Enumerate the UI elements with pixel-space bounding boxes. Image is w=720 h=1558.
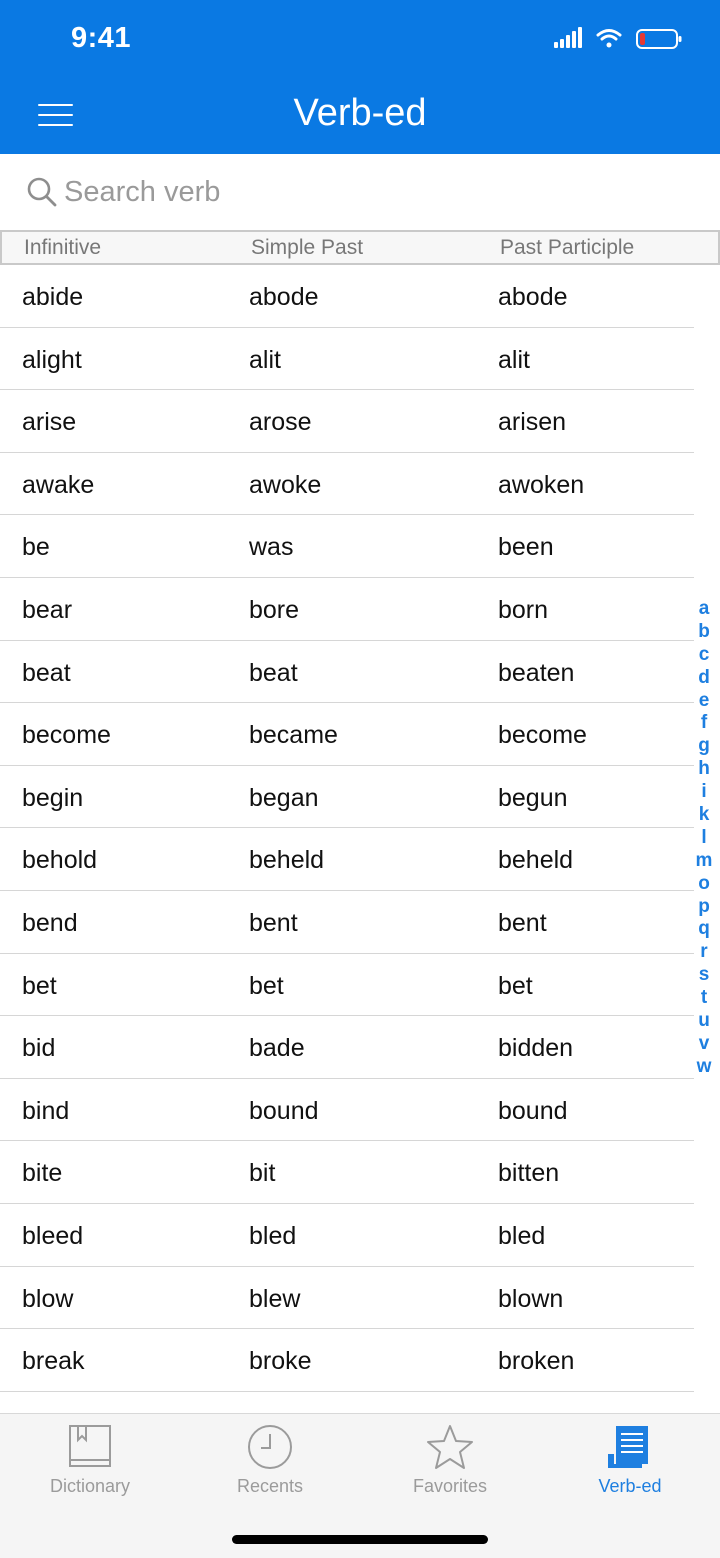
table-row[interactable] bbox=[0, 515, 694, 578]
infinitive-cell: be bbox=[22, 533, 50, 562]
index-letter[interactable]: o bbox=[698, 872, 710, 894]
past-participle-cell: alit bbox=[498, 345, 530, 374]
app-header bbox=[0, 0, 720, 154]
tab-label: Verb-ed bbox=[598, 1476, 662, 1496]
table-row[interactable] bbox=[0, 954, 694, 1017]
simple-past-cell: abode bbox=[249, 283, 319, 311]
past-participle-cell: beaten bbox=[498, 658, 575, 687]
infinitive-cell: beat bbox=[22, 658, 71, 687]
infinitive-cell: arise bbox=[22, 408, 77, 437]
infinitive-cell: begin bbox=[22, 783, 84, 812]
past-participle-cell: become bbox=[498, 721, 587, 750]
star-icon bbox=[422, 1424, 478, 1472]
index-letter[interactable]: u bbox=[698, 1010, 710, 1032]
past-participle-cell: awoken bbox=[498, 470, 585, 499]
table-row[interactable] bbox=[0, 1016, 694, 1079]
column-header bbox=[0, 230, 720, 265]
past-participle-cell: bitten bbox=[498, 1159, 560, 1188]
simple-past-cell: bet bbox=[249, 971, 284, 1000]
past-participle-cell: born bbox=[498, 595, 549, 624]
simple-past-cell: bore bbox=[249, 595, 300, 624]
status-time: 9:41 bbox=[71, 22, 132, 54]
simple-past-cell: beheld bbox=[249, 846, 325, 875]
clock-icon bbox=[242, 1424, 298, 1472]
status-icons bbox=[554, 26, 682, 52]
infinitive-cell: bet bbox=[22, 971, 57, 1000]
search-bar bbox=[0, 154, 720, 230]
tab-label: Recents bbox=[236, 1476, 304, 1496]
table-row[interactable] bbox=[0, 641, 694, 704]
search-input[interactable] bbox=[64, 168, 684, 216]
table-row[interactable] bbox=[0, 766, 694, 829]
simple-past-cell: alit bbox=[249, 345, 281, 374]
past-participle-cell: bent bbox=[498, 908, 547, 937]
index-letter[interactable]: l bbox=[701, 826, 707, 848]
table-row[interactable] bbox=[0, 265, 694, 328]
simple-past-cell: blew bbox=[249, 1284, 301, 1313]
alphabet-index bbox=[693, 598, 715, 1079]
index-letter[interactable]: d bbox=[698, 666, 710, 688]
infinitive-cell: bite bbox=[22, 1159, 63, 1188]
simple-past-cell: beat bbox=[249, 658, 298, 687]
simple-past-cell: bled bbox=[249, 1221, 297, 1250]
past-participle-cell: bet bbox=[498, 971, 533, 1000]
table-row[interactable] bbox=[0, 828, 694, 891]
table-row[interactable] bbox=[0, 1141, 694, 1204]
simple-past-cell: bent bbox=[249, 908, 298, 937]
infinitive-cell: bleed bbox=[22, 1221, 84, 1250]
table-row[interactable] bbox=[0, 703, 694, 766]
index-letter[interactable]: r bbox=[700, 941, 708, 963]
simple-past-cell: was bbox=[249, 533, 294, 562]
table-row[interactable] bbox=[0, 1267, 694, 1330]
index-letter[interactable]: a bbox=[698, 598, 710, 619]
tab-favorites[interactable] bbox=[360, 1414, 540, 1514]
column-simple-past: Simple Past bbox=[251, 236, 364, 259]
table-row[interactable] bbox=[0, 1329, 694, 1392]
index-letter[interactable]: i bbox=[701, 781, 707, 803]
simple-past-cell: awoke bbox=[249, 470, 322, 499]
past-participle-cell: bidden bbox=[498, 1034, 574, 1063]
simple-past-cell: began bbox=[249, 783, 319, 812]
simple-past-cell: arose bbox=[249, 408, 312, 437]
index-letter[interactable]: s bbox=[698, 964, 710, 986]
simple-past-cell: bit bbox=[249, 1159, 276, 1188]
infinitive-cell: awake bbox=[22, 470, 95, 499]
simple-past-cell: broke bbox=[249, 1347, 312, 1376]
index-letter[interactable]: c bbox=[698, 643, 710, 665]
infinitive-cell: abide bbox=[22, 283, 84, 311]
page-title: Verb-ed bbox=[293, 92, 427, 134]
index-letter[interactable]: k bbox=[698, 804, 710, 826]
column-past-participle: Past Participle bbox=[500, 236, 635, 259]
infinitive-cell: bind bbox=[22, 1096, 70, 1125]
past-participle-cell: abode bbox=[498, 283, 568, 311]
verb-list bbox=[0, 265, 694, 1392]
past-participle-cell: begun bbox=[498, 783, 568, 812]
index-letter[interactable]: h bbox=[698, 758, 710, 780]
past-participle-cell: bled bbox=[498, 1221, 546, 1250]
infinitive-cell: become bbox=[22, 721, 111, 750]
index-letter[interactable]: q bbox=[698, 918, 710, 940]
index-letter[interactable]: e bbox=[698, 689, 710, 711]
simple-past-cell: bound bbox=[249, 1096, 319, 1125]
table-row[interactable] bbox=[0, 328, 694, 391]
index-letter[interactable]: g bbox=[698, 735, 710, 757]
tab-label: Favorites bbox=[412, 1476, 488, 1496]
index-letter[interactable]: t bbox=[700, 987, 708, 1009]
index-letter[interactable]: v bbox=[698, 1032, 710, 1054]
column-infinitive: Infinitive bbox=[24, 236, 102, 259]
past-participle-cell: beheld bbox=[498, 846, 574, 875]
infinitive-cell: bear bbox=[22, 595, 73, 624]
search-icon bbox=[26, 176, 58, 208]
book-icon bbox=[62, 1424, 118, 1472]
table-row[interactable] bbox=[0, 453, 694, 516]
infinitive-cell: bid bbox=[22, 1034, 56, 1063]
index-letter[interactable]: m bbox=[695, 849, 713, 871]
past-participle-cell: been bbox=[498, 533, 554, 562]
tab-label: Dictionary bbox=[49, 1476, 131, 1496]
tab-verb-ed[interactable] bbox=[540, 1414, 720, 1514]
simple-past-cell: became bbox=[249, 721, 338, 750]
infinitive-cell: break bbox=[22, 1347, 85, 1376]
index-letter[interactable]: f bbox=[700, 712, 708, 734]
table-row[interactable] bbox=[0, 578, 694, 641]
wifi-icon bbox=[598, 31, 620, 48]
past-participle-cell: blown bbox=[498, 1284, 564, 1313]
document-icon bbox=[602, 1424, 658, 1472]
battery-icon bbox=[637, 30, 682, 48]
home-indicator bbox=[232, 1535, 488, 1544]
index-letter[interactable]: p bbox=[698, 895, 710, 917]
index-letter[interactable]: w bbox=[696, 1055, 712, 1077]
table-row[interactable] bbox=[0, 891, 694, 954]
table-row[interactable] bbox=[0, 1204, 694, 1267]
tab-dictionary[interactable] bbox=[0, 1414, 180, 1514]
infinitive-cell: bend bbox=[22, 908, 78, 937]
past-participle-cell: broken bbox=[498, 1347, 575, 1376]
table-row[interactable] bbox=[0, 390, 694, 453]
past-participle-cell: bound bbox=[498, 1096, 568, 1125]
cellular-signal-icon bbox=[554, 27, 582, 48]
tab-recents[interactable] bbox=[180, 1414, 360, 1514]
infinitive-cell: alight bbox=[22, 345, 82, 374]
infinitive-cell: blow bbox=[22, 1284, 74, 1313]
simple-past-cell: bade bbox=[249, 1034, 305, 1063]
past-participle-cell: arisen bbox=[498, 408, 567, 437]
table-row[interactable] bbox=[0, 1079, 694, 1142]
index-letter[interactable]: b bbox=[698, 620, 710, 642]
infinitive-cell: behold bbox=[22, 846, 98, 875]
